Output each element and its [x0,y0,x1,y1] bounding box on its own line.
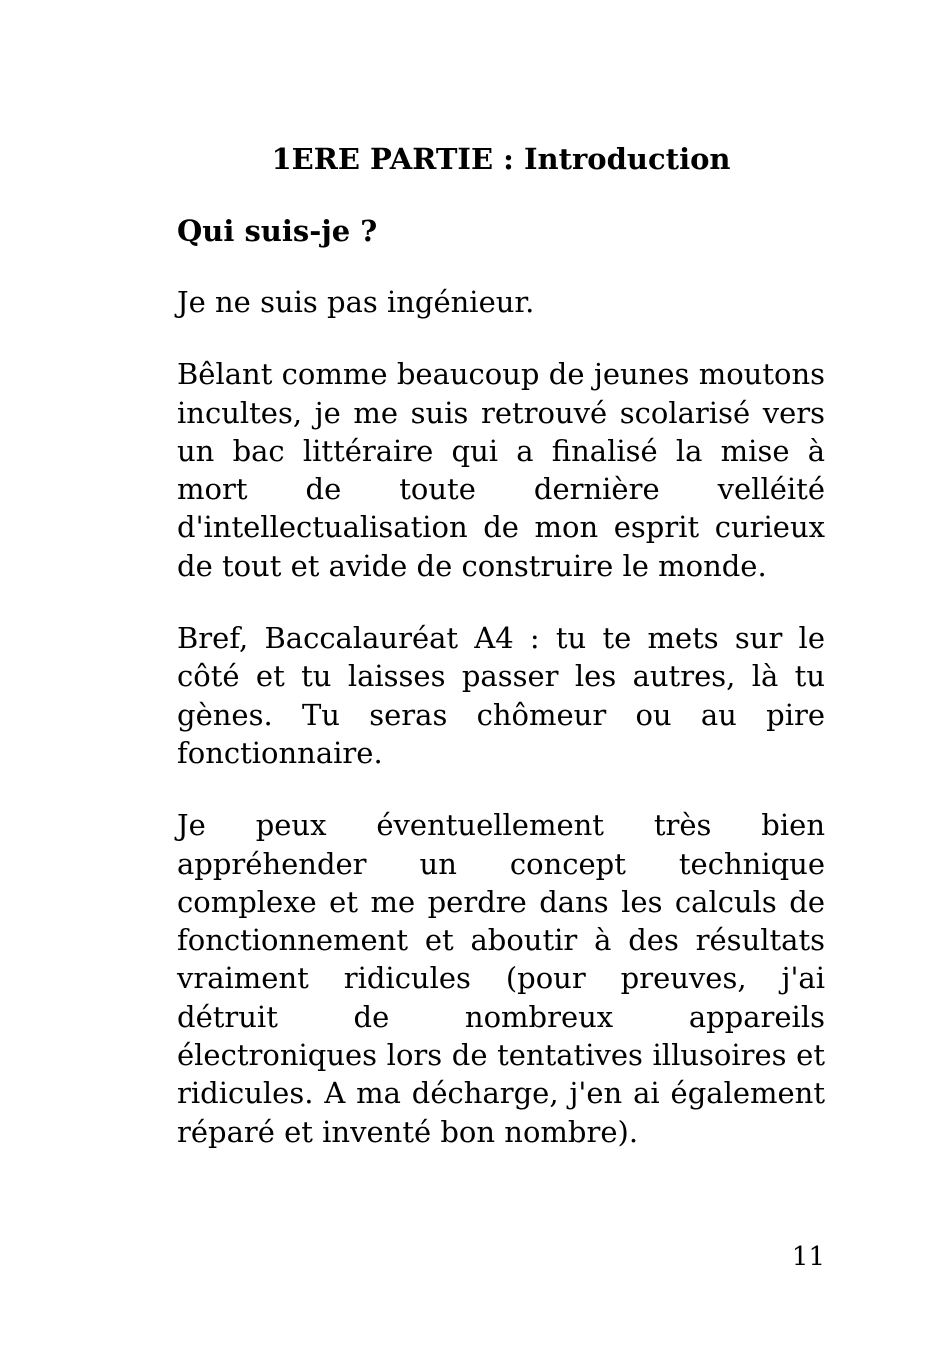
page-content [177,140,825,1151]
paragraph-4: Je peux éventuellement très bien appréhender un concept technique complexe et me perdre dans les calculs de fonctionnement et aboutir à des résultats vraiment ridicules (pour preuves, j'ai détruit de nombreux appareils électroniques lors de tentatives illusoires et ridicules. A ma décharge, j'en ai également réparé et inventé bon nombre). [177,808,825,1149]
paragraph-1: Je ne suis pas ingénieur. [177,285,535,319]
paragraph-2: Bêlant comme beaucoup de jeunes moutons incultes, je me suis retrouvé scolarisé vers un bac littéraire qui a finalisé la mise à mort de toute dernière velléité d'intellectualisation de mon esprit curieux de tout et avide de construire le monde. [177,357,825,583]
section-heading: Qui suis-je ? [177,214,378,248]
part-title: 1ERE PARTIE : Introduction [271,142,731,176]
page-number: 11 [791,1242,825,1272]
paragraph-3: Bref, Baccalauréat A4 : tu te mets sur le côté et tu laisses passer les autres, là tu gènes. Tu seras chômeur ou au pire fonctionnaire. [177,621,825,770]
